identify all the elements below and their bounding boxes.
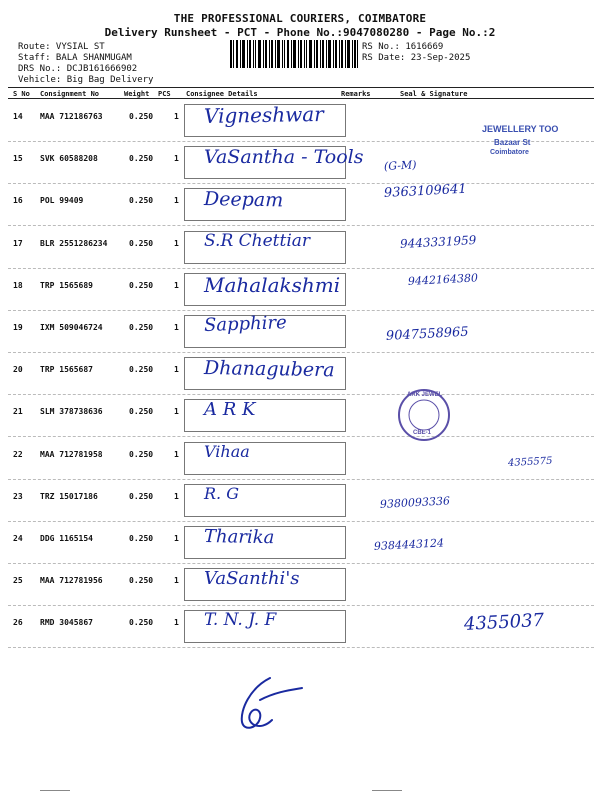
stamp-text-line1: JEWELLERY TOO <box>482 124 559 134</box>
vehicle-label: Vehicle: Big Bag Delivery <box>18 75 154 85</box>
row-pcs: 1 <box>174 534 179 543</box>
handwritten-signature-note: 9443331959 <box>399 232 477 251</box>
table-row <box>8 100 594 142</box>
row-consignment: MAA 712781958 <box>40 449 103 459</box>
bottom-edge-mark-right <box>372 790 402 791</box>
row-sno: 22 <box>13 449 23 459</box>
table-row <box>8 522 594 564</box>
row-consignment: TRP 1565689 <box>40 280 93 290</box>
table-row <box>8 269 594 311</box>
row-consignment: IXM 509046724 <box>40 323 103 332</box>
bottom-signature <box>220 670 310 740</box>
row-pcs: 1 <box>174 449 179 459</box>
row-pcs: 1 <box>174 112 179 121</box>
row-sno: 25 <box>13 576 23 586</box>
handwritten-consignee: Mahalakshmi <box>204 272 341 297</box>
handwritten-signature-note: 4355575 <box>507 455 553 469</box>
handwritten-consignee: Sapphire <box>203 312 288 336</box>
staff-label: Staff: BALA SHANMUGAM <box>18 53 132 63</box>
row-consignment: TRZ 15017186 <box>40 491 98 501</box>
handwritten-consignee: T. N. J. F <box>204 610 277 631</box>
row-weight: 0.250 <box>129 407 154 417</box>
row-consignment: RMD 3045867 <box>40 618 93 628</box>
row-pcs: 1 <box>174 365 179 375</box>
row-consignment: MAA 712781956 <box>40 576 103 586</box>
company-title: THE PROFESSIONAL COURIERS, COIMBATORE <box>173 12 427 25</box>
handwritten-consignee: VaSanthi's <box>204 568 300 590</box>
col-weight: Weight <box>124 90 150 98</box>
row-pcs: 1 <box>174 238 179 248</box>
rs-date: RS Date: 23-Sep-2025 <box>362 53 471 63</box>
barcode <box>230 40 358 68</box>
handwritten-consignee: A R K <box>204 399 256 421</box>
handwritten-consignee: Vigneshwar <box>203 101 324 128</box>
runsheet-subtitle: Delivery Runsheet - PCT - Phone No.:9047080280 - Page No.:2 <box>104 26 496 39</box>
row-consignment: SVK 60588208 <box>40 154 98 164</box>
stamp-text-line3: Coimbatore <box>490 149 529 156</box>
table-row <box>8 395 594 437</box>
row-sno: 26 <box>13 618 23 628</box>
handwritten-signature-note: 9384443124 <box>373 536 445 553</box>
row-sno: 18 <box>13 280 23 290</box>
table-row <box>8 311 594 353</box>
handwritten-signature-note: 9363109641 <box>383 182 467 202</box>
row-sno: 15 <box>13 154 23 164</box>
row-sno: 17 <box>13 238 23 248</box>
row-pcs: 1 <box>174 491 179 501</box>
row-weight: 0.250 <box>129 112 154 121</box>
handwritten-consignee: S.R Chettiar <box>204 230 311 251</box>
handwritten-signature-note: (G-M) <box>383 158 417 174</box>
row-sno: 19 <box>13 323 23 332</box>
col-pcs: PCS <box>158 90 171 98</box>
table-row <box>8 227 594 269</box>
handwritten-consignee: R. G <box>204 483 239 503</box>
row-weight: 0.250 <box>129 365 154 375</box>
row-weight: 0.250 <box>129 238 154 248</box>
row-sno: 23 <box>13 491 23 501</box>
col-seal: Seal & Signature <box>400 90 468 98</box>
row-pcs: 1 <box>174 154 179 164</box>
row-weight: 0.250 <box>129 576 154 586</box>
row-pcs: 1 <box>174 196 179 206</box>
ark-stamp-top: ARK JEWEL <box>407 392 443 398</box>
handwritten-signature-note: 4355037 <box>463 610 545 636</box>
row-sno: 14 <box>13 112 23 121</box>
header-rule-bottom <box>8 98 594 99</box>
row-consignment: MAA 712186763 <box>40 112 103 121</box>
row-weight: 0.250 <box>129 449 154 459</box>
row-weight: 0.250 <box>129 196 154 206</box>
bottom-edge-mark-left <box>40 790 70 791</box>
table-row <box>8 438 594 480</box>
handwritten-consignee: VaSantha - Tools <box>204 146 364 169</box>
row-sno: 24 <box>13 534 23 543</box>
row-consignment: TRP 1565687 <box>40 365 93 375</box>
ark-stamp <box>397 388 451 442</box>
row-weight: 0.250 <box>129 491 154 501</box>
row-weight: 0.250 <box>129 154 154 164</box>
table-row <box>8 480 594 522</box>
table-row <box>8 564 594 606</box>
row-pcs: 1 <box>174 280 179 290</box>
row-consignment: SLM 378738636 <box>40 407 103 417</box>
row-sno: 21 <box>13 407 23 417</box>
row-sno: 16 <box>13 196 23 206</box>
row-consignment: BLR 2551286234 <box>40 238 108 248</box>
rs-number: RS No.: 1616669 <box>362 42 444 52</box>
table-row <box>8 353 594 395</box>
row-pcs: 1 <box>174 323 179 332</box>
stamp-text-line2: Bazaar St <box>494 138 531 147</box>
handwritten-signature-note: 9047558965 <box>385 324 469 344</box>
row-pcs: 1 <box>174 576 179 586</box>
handwritten-consignee: Tharika <box>203 526 275 549</box>
row-weight: 0.250 <box>129 618 154 628</box>
col-sno: S No <box>13 90 30 98</box>
row-weight: 0.250 <box>129 534 154 543</box>
handwritten-signature-note: 9380093336 <box>379 494 451 511</box>
row-pcs: 1 <box>174 618 179 628</box>
handwritten-signature-note: 9442164380 <box>407 271 479 288</box>
handwritten-consignee: Vihaa <box>204 441 250 461</box>
table-row <box>8 606 594 648</box>
handwritten-consignee: Dhanagubera <box>203 357 335 382</box>
col-details: Consignee Details <box>186 90 258 98</box>
row-divider <box>8 647 594 648</box>
row-consignment: DDG 1165154 <box>40 534 93 543</box>
drs-label: DRS No.: DCJB161666902 <box>18 64 138 74</box>
row-sno: 20 <box>13 365 23 375</box>
handwritten-consignee: Deepam <box>203 188 284 212</box>
header-rule-top <box>8 87 594 88</box>
ark-stamp-bottom: CBE-1 <box>413 430 432 436</box>
col-remarks: Remarks <box>341 90 371 98</box>
row-consignment: POL 99409 <box>40 196 84 206</box>
row-weight: 0.250 <box>129 323 154 332</box>
table-row <box>8 184 594 226</box>
col-consignment: Consignment No <box>40 90 100 98</box>
row-weight: 0.250 <box>129 280 154 290</box>
route-label: Route: VYSIAL ST <box>18 42 105 52</box>
row-pcs: 1 <box>174 407 179 417</box>
